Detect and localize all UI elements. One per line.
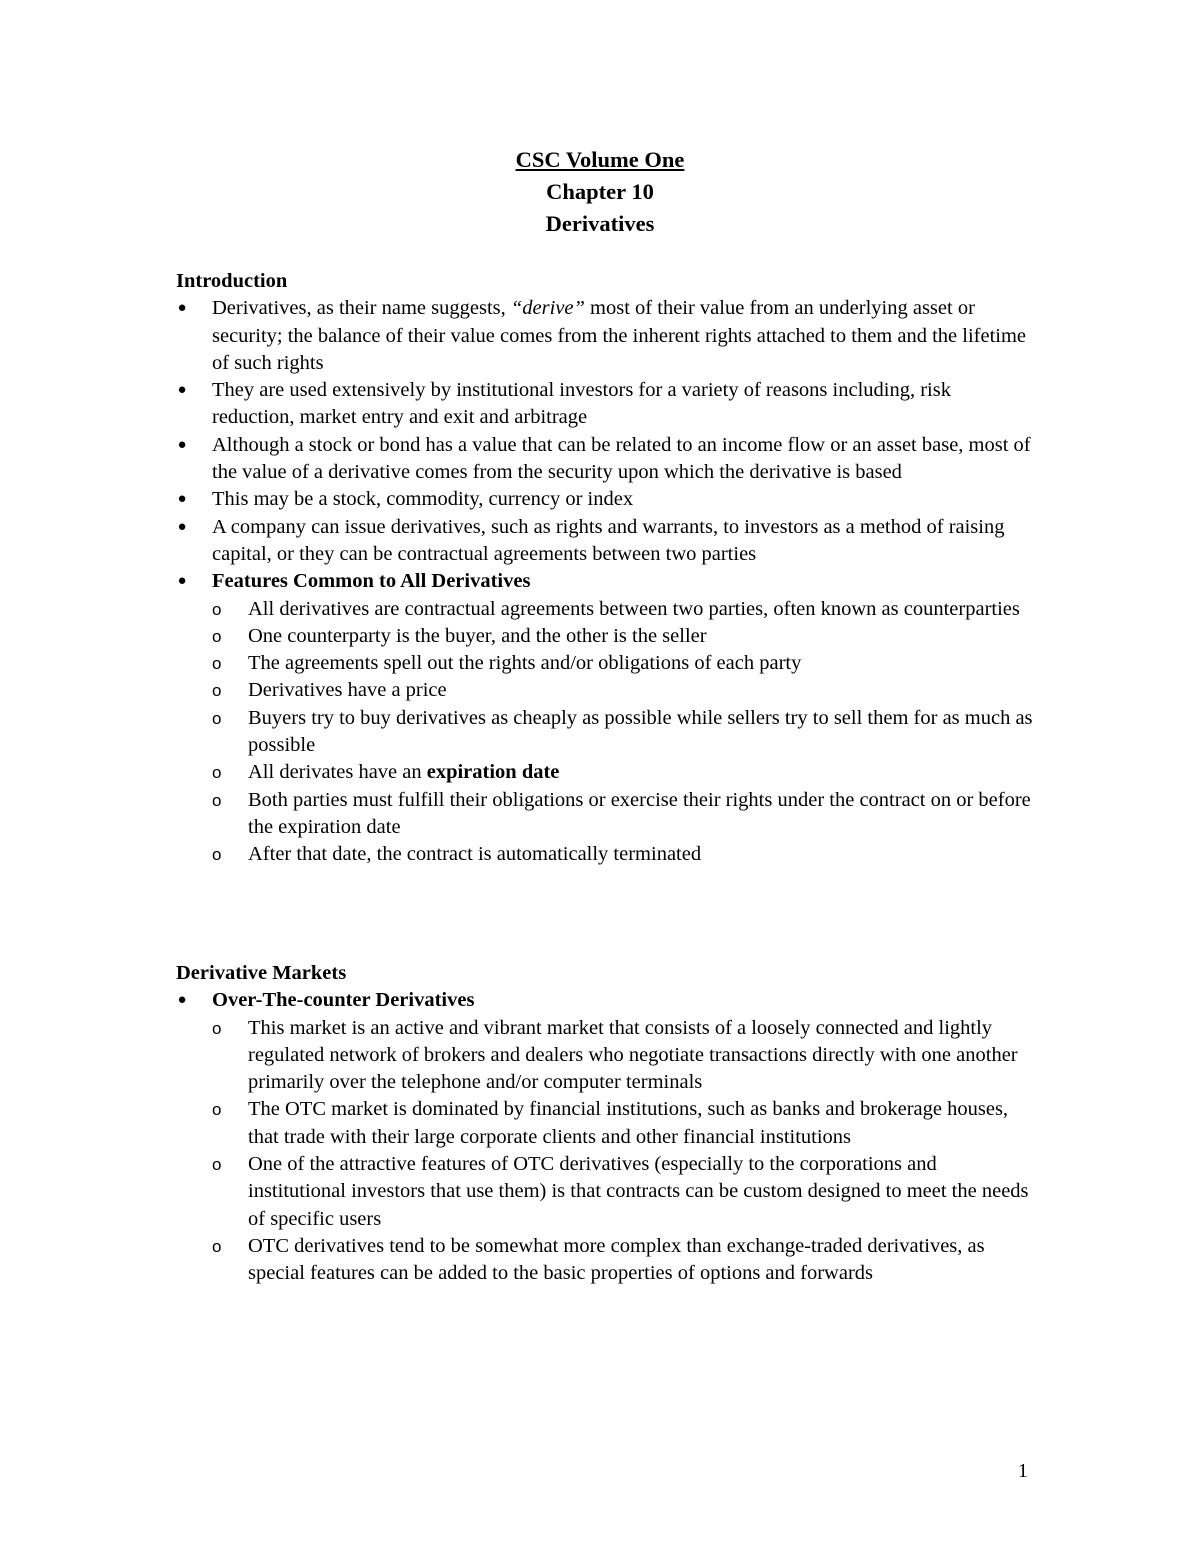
introduction-section: [176, 268, 1036, 869]
hollow-bullet-icon: o: [212, 1236, 222, 1256]
sub-list-item: [176, 596, 1036, 623]
markets-list: [176, 987, 1036, 1287]
sub-list-item: [176, 787, 1036, 842]
derive-quote: “derive”: [510, 297, 585, 320]
sub-list-item: [176, 1096, 1036, 1151]
derivative-markets-heading: Derivative Markets: [176, 962, 347, 984]
bullet-icon: ●: [177, 491, 187, 508]
sub-list-item: [176, 1015, 1036, 1097]
bullet-icon: ●: [177, 992, 187, 1009]
sub-list-item: [176, 1233, 1036, 1288]
features-list: [176, 596, 1036, 869]
sub-list-item-text: The OTC market is dominated by financial institutions, such as banks and brokerage houses, that trade with their large corporate clients and other financial institutions: [248, 1098, 1009, 1148]
otc-list: [176, 1015, 1036, 1288]
bullet-icon: ●: [177, 436, 187, 453]
hollow-bullet-icon: o: [212, 845, 222, 865]
list-item-text: Although a stock or bond has a value that can be related to an income flow or an asset base, most of the value of a derivative comes from the security upon which the derivative is based: [212, 433, 1031, 484]
list-item: [176, 514, 1036, 569]
chapter-title: Chapter 10: [546, 179, 654, 204]
hollow-bullet-icon: o: [212, 626, 222, 646]
hollow-bullet-icon: o: [212, 681, 222, 701]
list-item: [176, 987, 1036, 1287]
volume-title: CSC Volume One: [515, 147, 685, 172]
sub-list-item-text: One of the attractive features of OTC derivatives (especially to the corporations and institutional investors that use them) is that contracts can be custom designed to meet the needs of specific users: [248, 1153, 1029, 1230]
sub-list-item-text: All derivatives are contractual agreements between two parties, often known as counterparties: [248, 597, 1020, 620]
hollow-bullet-icon: o: [212, 599, 222, 619]
bullet-icon: ●: [177, 382, 187, 399]
sub-list-item-text: One counterparty is the buyer, and the other is the seller: [248, 624, 707, 647]
sub-list-item-text: OTC derivatives tend to be somewhat more complex than exchange-traded derivatives, as special features can be added to the basic properties of options and forwards: [248, 1234, 985, 1285]
list-item: [176, 432, 1036, 487]
subject-title: Derivatives: [545, 211, 655, 236]
list-item: [176, 486, 1036, 513]
bullet-icon: ●: [177, 518, 187, 535]
list-item-text: Derivatives, as their name suggests,: [212, 297, 511, 320]
hollow-bullet-icon: o: [212, 654, 222, 674]
bullet-icon: ●: [177, 300, 187, 317]
sub-list-item: [176, 1151, 1036, 1233]
sub-list-item-text: This market is an active and vibrant market that consists of a loosely connected and lightly regulated network of brokers and dealers who negotiate transactions directly with one another primarily over the telephone and/or computer terminals: [248, 1016, 1018, 1094]
sub-list-item-text: All derivates have an: [248, 761, 427, 784]
introduction-list: [176, 295, 1036, 868]
derivative-markets-section: [176, 960, 1036, 1288]
expiration-date-term: expiration date: [426, 761, 560, 784]
sub-list-item-text: The agreements spell out the rights and/or obligations of each party: [248, 652, 802, 675]
list-item: [176, 377, 1036, 432]
sub-list-item-text: Derivatives have a price: [248, 679, 447, 702]
sub-list-item-text: After that date, the contract is automatically terminated: [248, 843, 702, 866]
sub-list-item: [176, 650, 1036, 677]
list-item-text: A company can issue derivatives, such as rights and warrants, to investors as a method of raising capital, or they can be contractual agreements between two parties: [212, 515, 1005, 565]
list-item: [176, 295, 1036, 377]
sub-list-item: [176, 759, 1036, 786]
list-item: [176, 568, 1036, 868]
sub-list-item: [176, 841, 1036, 868]
bullet-icon: ●: [177, 573, 187, 590]
sub-list-item-text: Buyers try to buy derivatives as cheaply as possible while sellers try to sell them for as much as possible: [248, 706, 1033, 757]
list-item-text: This may be a stock, commodity, currency or index: [212, 488, 634, 511]
document-title-block: [0, 144, 1200, 240]
hollow-bullet-icon: o: [212, 1018, 222, 1038]
hollow-bullet-icon: o: [212, 790, 222, 810]
features-heading: Features Common to All Derivatives: [212, 570, 531, 593]
sub-list-item: [176, 677, 1036, 704]
hollow-bullet-icon: o: [212, 1155, 222, 1175]
hollow-bullet-icon: o: [212, 1100, 222, 1120]
sub-list-item-text: Both parties must fulfill their obligations or exercise their rights under the contract on or before the expiration date: [248, 788, 1031, 838]
sub-list-item: [176, 623, 1036, 650]
introduction-heading: Introduction: [176, 270, 288, 292]
list-item-text: They are used extensively by institutional investors for a variety of reasons including, risk reduction, market entry and exit and arbitrage: [212, 379, 951, 429]
page-number: 1: [1017, 1460, 1028, 1482]
hollow-bullet-icon: o: [212, 763, 222, 783]
hollow-bullet-icon: o: [212, 708, 222, 728]
otc-heading: Over-The-counter Derivatives: [212, 989, 475, 1012]
list-item-text: most of their value from an underlying asset or security; the balance of their value comes from the inherent rights attached to them and the lifetime of such rights: [212, 297, 1027, 374]
sub-list-item: [176, 705, 1036, 760]
